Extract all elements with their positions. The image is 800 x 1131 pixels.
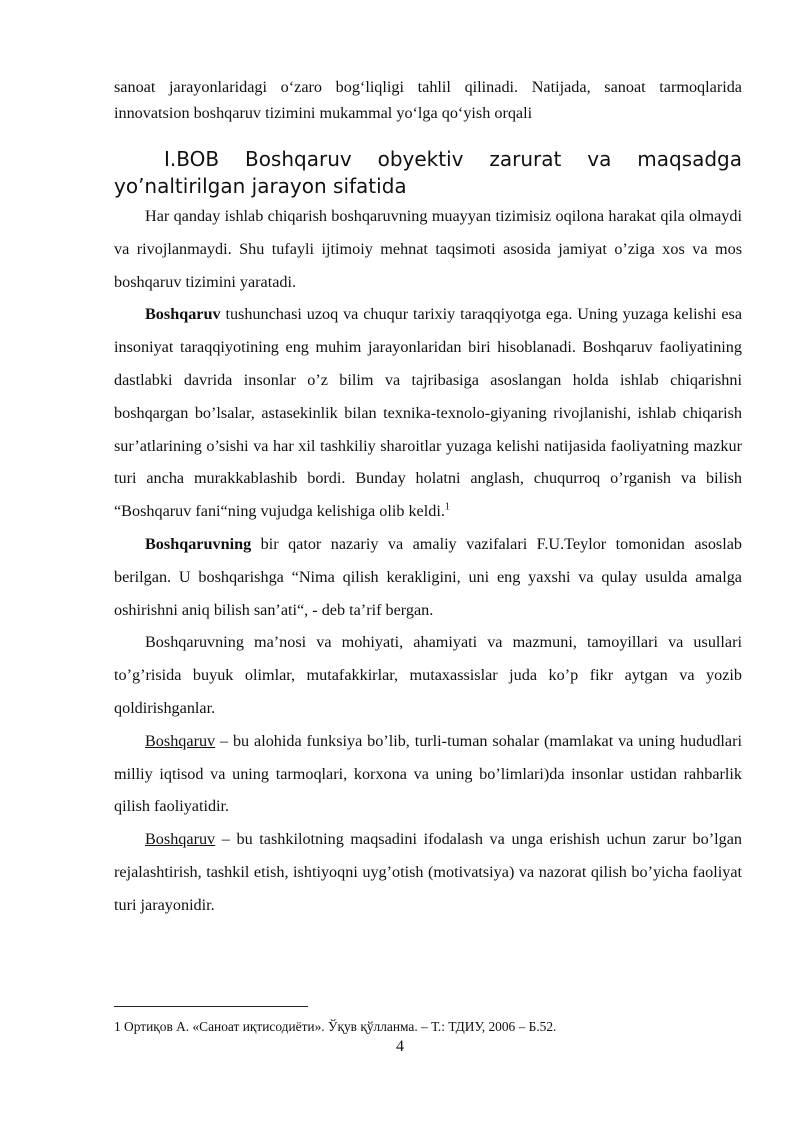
paragraph-3-text: bir qator nazariy va amaliy vazifalari F.U.Teylor tomonidan asoslab berilgan. U boshqarishga “Nima qilish kerakligini, uni eng yaxshi va qulay usulda amalga oshirishni aniq bilish san’ati“, - deb ta’rif bergan.	[114, 534, 742, 619]
paragraph-2-text: tushunchasi uzoq va chuqur tarixiy taraqqiyotga ega. Uning yuzaga kelishi esa insoniyat taraqqiyotining eng muhim jarayonlaridan biri hisoblanadi. Boshqaruv faoliyatining dastlabki davrida insonlar o’z bilim va tajribasiga asoslangan holda ishlab chiqarishni boshqargan bo’lsalar, astasekinlik bilan texnika-texnolo-giyaning rivojlanishi, ishlab chiqarish sur’atlarining o’sishi va har xil tashkiliy sharoitlar yuzaga kelishi natijasida faoliyatning mazkur turi ancha murakkablashib bordi. Bunday holatni anglash, chuqurroq o’rganish va bilish “Boshqaruv fani“ning vujudga kelishiga olib keldi.	[114, 305, 742, 521]
paragraph-2	[114, 298, 742, 528]
paragraph-3	[114, 528, 742, 626]
paragraph-6	[114, 823, 742, 921]
term-boshqaruv-definition-2: Boshqaruv	[145, 830, 216, 849]
paragraph-1: Har qanday ishlab chiqarish boshqaruvning muayyan tizimisiz oqilona harakat qila olmaydi va rivojlanmaydi. Shu tufayli ijtimoiy mehnat taqsimoti asosida jamiyat o’ziga xos va mos boshqaruv tizimini yaratadi.	[114, 207, 742, 291]
term-boshqaruv: Boshqaruv	[145, 305, 221, 324]
paragraph-4: Boshqaruvning ma’nosi va mohiyati, ahamiyati va mazmuni, tamoyillari va usullari to’g’risida buyuk olimlar, mutafakkirlar, mutaxassislar juda ko’p fikr aytgan va yozib qoldirishganlar.	[114, 633, 742, 717]
body-text	[114, 200, 742, 922]
footnote: 1 Ортиқов А. «Саноат иқтисодиёти». Ўқув қўлланма. – Т.: ТДИУ, 2006 – Б.52.	[114, 1019, 557, 1034]
paragraph-5	[114, 725, 742, 823]
paragraph-5-text: – bu alohida funksiya bo’lib, turli-tuman sohalar (mamlakat va uning hududlari milliy iqtisod va uning tarmoqlari, korxona va uning bo’limlari)da insonlar ustidan rahbarlik qilish faoliyatidir.	[114, 731, 742, 816]
term-boshqaruvning: Boshqaruvning	[145, 534, 252, 553]
chapter-heading-line1: I.BOB Boshqaruv obyektiv zarurat va maqsadga	[164, 147, 742, 171]
page-number: 4	[396, 1038, 404, 1055]
chapter-heading-line2: yo’naltirilgan jarayon sifatida	[114, 174, 407, 198]
intro-paragraph: sanoat jarayonlaridagi o‘zaro bog‘liqligi tahlil qilinadi. Natijada, sanoat tarmoqlarida innovatsion boshqaruv tizimini mukammal yo‘lga qo‘yish orqali	[114, 78, 742, 122]
paragraph-6-text: – bu tashkilotning maqsadini ifodalash va unga erishish uchun zarur bo’lgan rejalashtirish, tashkil etish, ishtiyoqni uyg’otish (motivatsiya) va nazorat qilish bo’yicha faoliyat turi jarayonidir.	[114, 830, 742, 914]
chapter-heading	[114, 146, 742, 200]
footnote-separator	[114, 1006, 308, 1007]
term-boshqaruv-definition-1: Boshqaruv	[145, 731, 216, 750]
footnote-reference[interactable]: 1	[444, 501, 450, 513]
